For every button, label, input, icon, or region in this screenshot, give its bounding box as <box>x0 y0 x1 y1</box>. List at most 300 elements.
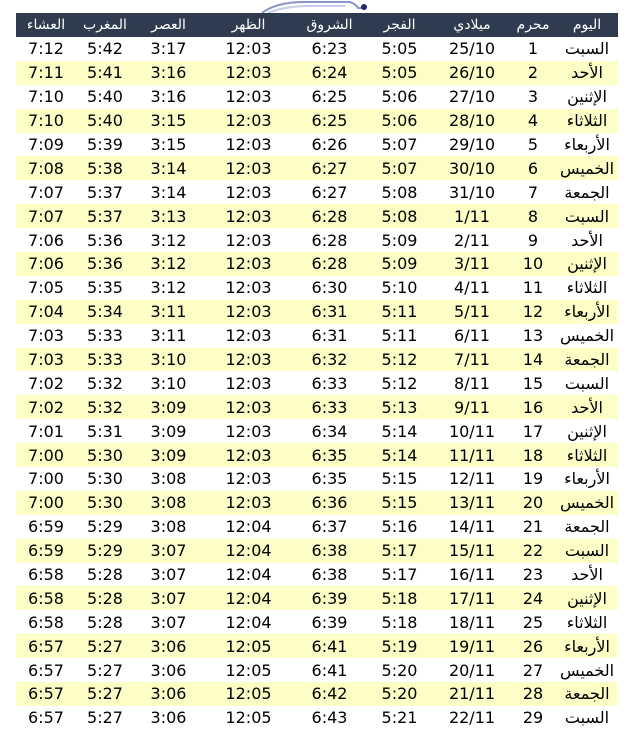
maghrib-time-cell: 5:27 <box>87 636 123 656</box>
gregorian-date-cell: 29/10 <box>448 135 496 154</box>
shuruq-time-cell: 6:25 <box>311 87 348 107</box>
isha-time-cell: 7:02 <box>28 397 64 417</box>
asr-time-cell: 3:16 <box>150 63 187 83</box>
gregorian-date-cell: 27/10 <box>448 87 496 107</box>
dhuhr-time-cell: 12:04 <box>225 565 272 585</box>
day-cell: الأربعاء <box>564 302 610 322</box>
table-row <box>16 419 618 443</box>
shuruq-time-cell: 6:31 <box>311 302 348 322</box>
isha-time-cell: 7:07 <box>28 206 64 226</box>
day-cell: السبت <box>564 708 610 728</box>
asr-time-cell: 3:06 <box>150 708 187 728</box>
day-cell: الجمعة <box>564 517 610 537</box>
muharram-cell: 12 <box>522 302 544 322</box>
day-cell: الخميس <box>559 158 615 178</box>
dhuhr-time-cell: 12:03 <box>225 39 272 59</box>
fajr-time-cell: 5:17 <box>381 565 418 585</box>
shuruq-time-cell: 6:24 <box>311 63 348 83</box>
fajr-time-cell: 5:09 <box>381 254 418 274</box>
isha-time-cell: 7:11 <box>28 63 64 83</box>
fajr-time-cell: 5:12 <box>381 350 418 370</box>
day-cell: الجمعة <box>564 684 610 704</box>
day-cell: السبت <box>564 39 610 59</box>
isha-time-cell: 7:03 <box>28 350 64 370</box>
gregorian-date-cell: 22/11 <box>448 708 496 728</box>
muharram-cell: 23 <box>522 565 544 585</box>
muharram-cell: 8 <box>527 206 539 226</box>
day-cell: الثلاثاء <box>566 612 608 632</box>
shuruq-time-cell: 6:38 <box>311 541 348 561</box>
gregorian-date-cell: 20/11 <box>448 660 496 680</box>
muharram-cell: 10 <box>522 254 544 274</box>
isha-time-cell: 6:59 <box>28 517 64 537</box>
maghrib-time-cell: 5:33 <box>87 326 123 346</box>
table-row <box>16 37 618 61</box>
muharram-cell: 7 <box>527 182 539 202</box>
asr-time-cell: 3:15 <box>150 111 187 131</box>
table-row <box>16 467 618 491</box>
gregorian-date-cell: 16/11 <box>448 565 496 585</box>
asr-time-cell: 3:12 <box>150 230 187 250</box>
shuruq-time-cell: 6:25 <box>311 111 348 131</box>
gregorian-date-cell: 14/11 <box>448 517 496 537</box>
shuruq-time-cell: 6:35 <box>311 445 348 465</box>
gregorian-date-cell: 3/11 <box>454 254 490 274</box>
day-cell: الأربعاء <box>564 636 610 656</box>
shuruq-time-cell: 6:33 <box>311 397 348 417</box>
table-row <box>16 85 618 109</box>
muharram-cell: 16 <box>522 397 544 417</box>
fajr-time-cell: 5:16 <box>381 517 418 537</box>
maghrib-time-cell: 5:37 <box>87 206 123 226</box>
asr-time-cell: 3:08 <box>150 517 187 537</box>
header-row <box>16 13 618 37</box>
header-ornament-icon <box>0 0 640 14</box>
fajr-time-cell: 5:18 <box>381 612 418 632</box>
dhuhr-time-cell: 12:03 <box>225 158 272 178</box>
muharram-cell: 15 <box>522 373 544 393</box>
asr-time-cell: 3:07 <box>150 565 187 585</box>
maghrib-time-cell: 5:28 <box>87 565 123 585</box>
asr-time-cell: 3:15 <box>150 135 187 154</box>
gregorian-date-cell: 11/11 <box>448 445 496 465</box>
dhuhr-time-cell: 12:05 <box>225 636 272 656</box>
muharram-cell: 21 <box>522 517 544 537</box>
asr-time-cell: 3:12 <box>150 254 187 274</box>
table-row <box>16 348 618 372</box>
table-row <box>16 61 618 85</box>
asr-time-cell: 3:14 <box>150 182 187 202</box>
day-cell: الخميس <box>559 660 615 680</box>
day-cell: الثلاثاء <box>566 278 608 298</box>
asr-time-cell: 3:14 <box>150 158 187 178</box>
gregorian-date-cell: 2/11 <box>454 230 490 250</box>
muharram-cell: 1 <box>527 39 539 59</box>
asr-time-cell: 3:16 <box>150 87 187 107</box>
maghrib-time-cell: 5:40 <box>87 111 123 131</box>
header-fajr: الفجر <box>383 17 416 33</box>
muharram-cell: 19 <box>522 469 544 489</box>
shuruq-time-cell: 6:32 <box>311 350 348 370</box>
gregorian-date-cell: 6/11 <box>454 326 490 346</box>
day-cell: الإثنين <box>567 87 607 107</box>
asr-time-cell: 3:11 <box>150 302 187 322</box>
isha-time-cell: 7:06 <box>28 230 64 250</box>
header-asr: العصر <box>151 17 186 33</box>
maghrib-time-cell: 5:28 <box>87 612 123 632</box>
muharram-cell: 17 <box>522 421 544 441</box>
maghrib-time-cell: 5:35 <box>87 278 123 298</box>
isha-time-cell: 6:58 <box>28 588 64 608</box>
shuruq-time-cell: 6:39 <box>311 612 348 632</box>
maghrib-time-cell: 5:30 <box>87 469 123 489</box>
table-row <box>16 443 618 467</box>
dhuhr-time-cell: 12:03 <box>225 397 272 417</box>
maghrib-time-cell: 5:31 <box>87 421 123 441</box>
asr-time-cell: 3:07 <box>150 541 187 561</box>
table-row <box>16 682 618 706</box>
gregorian-date-cell: 30/10 <box>448 158 496 178</box>
fajr-time-cell: 5:14 <box>381 445 418 465</box>
gregorian-date-cell: 15/11 <box>448 541 496 561</box>
day-cell: الخميس <box>559 493 615 513</box>
dhuhr-time-cell: 12:03 <box>225 206 272 226</box>
table-row <box>16 156 618 180</box>
muharram-cell: 14 <box>522 350 544 370</box>
gregorian-date-cell: 31/10 <box>448 182 496 202</box>
muharram-cell: 24 <box>522 588 544 608</box>
day-cell: الأحد <box>571 397 603 417</box>
asr-time-cell: 3:08 <box>150 493 187 513</box>
table-row <box>16 133 618 157</box>
fajr-time-cell: 5:20 <box>381 684 418 704</box>
header-maghrib: المغرب <box>83 17 127 33</box>
maghrib-time-cell: 5:41 <box>87 63 123 83</box>
maghrib-time-cell: 5:27 <box>87 708 123 728</box>
shuruq-time-cell: 6:36 <box>311 493 348 513</box>
day-cell: الأحد <box>571 565 603 585</box>
fajr-time-cell: 5:07 <box>381 158 418 178</box>
gregorian-date-cell: 13/11 <box>448 493 496 513</box>
isha-time-cell: 7:01 <box>28 421 64 441</box>
table-row <box>16 586 618 610</box>
gregorian-date-cell: 9/11 <box>454 397 490 417</box>
fajr-time-cell: 5:08 <box>381 182 418 202</box>
isha-time-cell: 6:57 <box>28 660 64 680</box>
maghrib-time-cell: 5:28 <box>87 588 123 608</box>
shuruq-time-cell: 6:23 <box>311 39 348 59</box>
dhuhr-time-cell: 12:03 <box>225 302 272 322</box>
maghrib-time-cell: 5:34 <box>87 302 123 322</box>
fajr-time-cell: 5:19 <box>381 636 418 656</box>
day-cell: الإثنين <box>567 421 607 441</box>
table-row <box>16 276 618 300</box>
table-row <box>16 634 618 658</box>
isha-time-cell: 6:57 <box>28 636 64 656</box>
dhuhr-time-cell: 12:03 <box>225 445 272 465</box>
header-day: اليوم <box>572 17 602 33</box>
fajr-time-cell: 5:15 <box>381 469 418 489</box>
fajr-time-cell: 5:13 <box>381 397 418 417</box>
fajr-time-cell: 5:10 <box>381 278 418 298</box>
muharram-cell: 2 <box>527 63 539 83</box>
dhuhr-time-cell: 12:03 <box>225 469 272 489</box>
table-row <box>16 706 618 730</box>
day-cell: الإثنين <box>567 254 607 274</box>
fajr-time-cell: 5:07 <box>381 135 418 154</box>
dhuhr-time-cell: 12:03 <box>225 135 272 154</box>
isha-time-cell: 6:59 <box>28 541 64 561</box>
shuruq-time-cell: 6:35 <box>311 469 348 489</box>
shuruq-time-cell: 6:30 <box>311 278 348 298</box>
maghrib-time-cell: 5:30 <box>87 493 123 513</box>
isha-time-cell: 7:06 <box>28 254 64 274</box>
table-row <box>16 539 618 563</box>
muharram-cell: 27 <box>522 660 544 680</box>
muharram-cell: 29 <box>522 708 544 728</box>
isha-time-cell: 7:10 <box>28 111 64 131</box>
asr-time-cell: 3:06 <box>150 660 187 680</box>
fajr-time-cell: 5:20 <box>381 660 418 680</box>
day-cell: الأحد <box>571 230 603 250</box>
header-isha: العشاء <box>26 17 66 33</box>
muharram-cell: 25 <box>522 612 544 632</box>
shuruq-time-cell: 6:42 <box>311 684 348 704</box>
fajr-time-cell: 5:11 <box>381 302 418 322</box>
day-cell: الأربعاء <box>564 135 610 154</box>
shuruq-time-cell: 6:33 <box>311 373 348 393</box>
table-row <box>16 252 618 276</box>
muharram-cell: 4 <box>527 111 539 131</box>
isha-time-cell: 6:58 <box>28 612 64 632</box>
isha-time-cell: 7:09 <box>28 135 64 154</box>
table-header <box>16 13 618 37</box>
table-row <box>16 204 618 228</box>
table-row <box>16 180 618 204</box>
asr-time-cell: 3:09 <box>150 397 187 417</box>
gregorian-date-cell: 10/11 <box>448 421 496 441</box>
day-cell: السبت <box>564 373 610 393</box>
maghrib-time-cell: 5:27 <box>87 660 123 680</box>
fajr-time-cell: 5:05 <box>381 39 418 59</box>
muharram-cell: 5 <box>527 135 539 154</box>
day-cell: السبت <box>564 206 610 226</box>
dhuhr-time-cell: 12:04 <box>225 588 272 608</box>
dhuhr-time-cell: 12:05 <box>225 684 272 704</box>
day-cell: الأحد <box>571 63 603 83</box>
gregorian-date-cell: 7/11 <box>454 350 490 370</box>
maghrib-time-cell: 5:32 <box>87 373 123 393</box>
dhuhr-time-cell: 12:03 <box>225 111 272 131</box>
muharram-cell: 18 <box>522 445 544 465</box>
table-row <box>16 109 618 133</box>
gregorian-date-cell: 1/11 <box>454 206 490 226</box>
dhuhr-time-cell: 12:03 <box>225 87 272 107</box>
asr-time-cell: 3:07 <box>150 612 187 632</box>
day-cell: الثلاثاء <box>566 445 608 465</box>
maghrib-time-cell: 5:39 <box>87 135 123 154</box>
dhuhr-time-cell: 12:04 <box>225 612 272 632</box>
table-row <box>16 324 618 348</box>
table-body <box>16 37 618 730</box>
shuruq-time-cell: 6:27 <box>311 182 348 202</box>
prayer-times-table <box>16 13 618 730</box>
isha-time-cell: 7:12 <box>28 39 64 59</box>
isha-time-cell: 7:07 <box>28 182 64 202</box>
shuruq-time-cell: 6:31 <box>311 326 348 346</box>
table-row <box>16 658 618 682</box>
day-cell: الثلاثاء <box>566 111 608 131</box>
isha-time-cell: 6:57 <box>28 684 64 704</box>
dhuhr-time-cell: 12:03 <box>225 278 272 298</box>
gregorian-date-cell: 17/11 <box>448 588 496 608</box>
isha-time-cell: 7:10 <box>28 87 64 107</box>
maghrib-time-cell: 5:33 <box>87 350 123 370</box>
gregorian-date-cell: 12/11 <box>448 469 496 489</box>
asr-time-cell: 3:07 <box>150 588 187 608</box>
shuruq-time-cell: 6:27 <box>311 158 348 178</box>
isha-time-cell: 7:08 <box>28 158 64 178</box>
fajr-time-cell: 5:12 <box>381 373 418 393</box>
isha-time-cell: 7:00 <box>28 469 64 489</box>
dhuhr-time-cell: 12:04 <box>225 517 272 537</box>
dhuhr-time-cell: 12:03 <box>225 182 272 202</box>
day-cell: الخميس <box>559 326 615 346</box>
dhuhr-time-cell: 12:04 <box>225 541 272 561</box>
asr-time-cell: 3:11 <box>150 326 187 346</box>
dhuhr-time-cell: 12:03 <box>225 493 272 513</box>
header-shuruq: الشروق <box>306 17 353 33</box>
table-row <box>16 491 618 515</box>
dhuhr-time-cell: 12:03 <box>225 373 272 393</box>
asr-time-cell: 3:12 <box>150 278 187 298</box>
muharram-cell: 28 <box>522 684 544 704</box>
maghrib-time-cell: 5:38 <box>87 158 123 178</box>
fajr-time-cell: 5:17 <box>381 541 418 561</box>
gregorian-date-cell: 8/11 <box>454 373 490 393</box>
day-cell: السبت <box>564 541 610 561</box>
isha-time-cell: 6:57 <box>28 708 64 728</box>
asr-time-cell: 3:09 <box>150 421 187 441</box>
maghrib-time-cell: 5:30 <box>87 445 123 465</box>
fajr-time-cell: 5:09 <box>381 230 418 250</box>
table-row <box>16 515 618 539</box>
isha-time-cell: 7:03 <box>28 326 64 346</box>
muharram-cell: 26 <box>522 636 544 656</box>
maghrib-time-cell: 5:32 <box>87 397 123 417</box>
asr-time-cell: 3:06 <box>150 636 187 656</box>
table-row <box>16 300 618 324</box>
header-muharram: محرم <box>516 17 550 33</box>
fajr-time-cell: 5:06 <box>381 87 418 107</box>
muharram-cell: 20 <box>522 493 544 513</box>
asr-time-cell: 3:10 <box>150 373 187 393</box>
gregorian-date-cell: 21/11 <box>448 684 496 704</box>
shuruq-time-cell: 6:26 <box>311 135 348 154</box>
shuruq-time-cell: 6:38 <box>311 565 348 585</box>
muharram-cell: 22 <box>522 541 544 561</box>
isha-time-cell: 7:05 <box>28 278 64 298</box>
shuruq-time-cell: 6:28 <box>311 230 348 250</box>
gregorian-date-cell: 19/11 <box>448 636 496 656</box>
shuruq-time-cell: 6:37 <box>311 517 348 537</box>
asr-time-cell: 3:10 <box>150 350 187 370</box>
day-cell: الإثنين <box>567 588 607 608</box>
day-cell: الجمعة <box>564 350 610 370</box>
asr-time-cell: 3:17 <box>150 39 187 59</box>
table-row <box>16 610 618 634</box>
fajr-time-cell: 5:05 <box>381 63 418 83</box>
header-dhuhr: الظهر <box>231 17 266 33</box>
dhuhr-time-cell: 12:03 <box>225 326 272 346</box>
muharram-cell: 9 <box>527 230 539 250</box>
gregorian-date-cell: 28/10 <box>448 111 496 131</box>
fajr-time-cell: 5:18 <box>381 588 418 608</box>
table-row <box>16 395 618 419</box>
isha-time-cell: 6:58 <box>28 565 64 585</box>
gregorian-date-cell: 4/11 <box>454 278 490 298</box>
table-row <box>16 228 618 252</box>
shuruq-time-cell: 6:41 <box>311 660 348 680</box>
dhuhr-time-cell: 12:05 <box>225 660 272 680</box>
fajr-time-cell: 5:14 <box>381 421 418 441</box>
maghrib-time-cell: 5:36 <box>87 254 123 274</box>
gregorian-date-cell: 25/10 <box>448 39 496 59</box>
dhuhr-time-cell: 12:03 <box>225 254 272 274</box>
maghrib-time-cell: 5:36 <box>87 230 123 250</box>
shuruq-time-cell: 6:28 <box>311 206 348 226</box>
gregorian-date-cell: 18/11 <box>448 612 496 632</box>
maghrib-time-cell: 5:40 <box>87 87 123 107</box>
maghrib-time-cell: 5:37 <box>87 182 123 202</box>
asr-time-cell: 3:08 <box>150 469 187 489</box>
muharram-cell: 13 <box>522 326 544 346</box>
shuruq-time-cell: 6:43 <box>311 708 348 728</box>
gregorian-date-cell: 5/11 <box>454 302 490 322</box>
maghrib-time-cell: 5:29 <box>87 517 123 537</box>
isha-time-cell: 7:00 <box>28 445 64 465</box>
day-cell: الجمعة <box>564 182 610 202</box>
asr-time-cell: 3:06 <box>150 684 187 704</box>
dhuhr-time-cell: 12:03 <box>225 350 272 370</box>
dhuhr-time-cell: 12:03 <box>225 63 272 83</box>
shuruq-time-cell: 6:41 <box>311 636 348 656</box>
shuruq-time-cell: 6:39 <box>311 588 348 608</box>
fajr-time-cell: 5:21 <box>381 708 418 728</box>
isha-time-cell: 7:02 <box>28 373 64 393</box>
maghrib-time-cell: 5:42 <box>87 39 123 59</box>
gregorian-date-cell: 26/10 <box>448 63 496 83</box>
isha-time-cell: 7:04 <box>28 302 64 322</box>
muharram-cell: 6 <box>527 158 539 178</box>
shuruq-time-cell: 6:28 <box>311 254 348 274</box>
table-row <box>16 371 618 395</box>
maghrib-time-cell: 5:29 <box>87 541 123 561</box>
maghrib-time-cell: 5:27 <box>87 684 123 704</box>
isha-time-cell: 7:00 <box>28 493 64 513</box>
asr-time-cell: 3:13 <box>150 206 187 226</box>
dhuhr-time-cell: 12:03 <box>225 421 272 441</box>
table-row <box>16 563 618 587</box>
asr-time-cell: 3:09 <box>150 445 187 465</box>
muharram-cell: 11 <box>522 278 544 298</box>
fajr-time-cell: 5:06 <box>381 111 418 131</box>
day-cell: الأربعاء <box>564 469 610 489</box>
dhuhr-time-cell: 12:05 <box>225 708 272 728</box>
fajr-time-cell: 5:15 <box>381 493 418 513</box>
fajr-time-cell: 5:11 <box>381 326 418 346</box>
dhuhr-time-cell: 12:03 <box>225 230 272 250</box>
